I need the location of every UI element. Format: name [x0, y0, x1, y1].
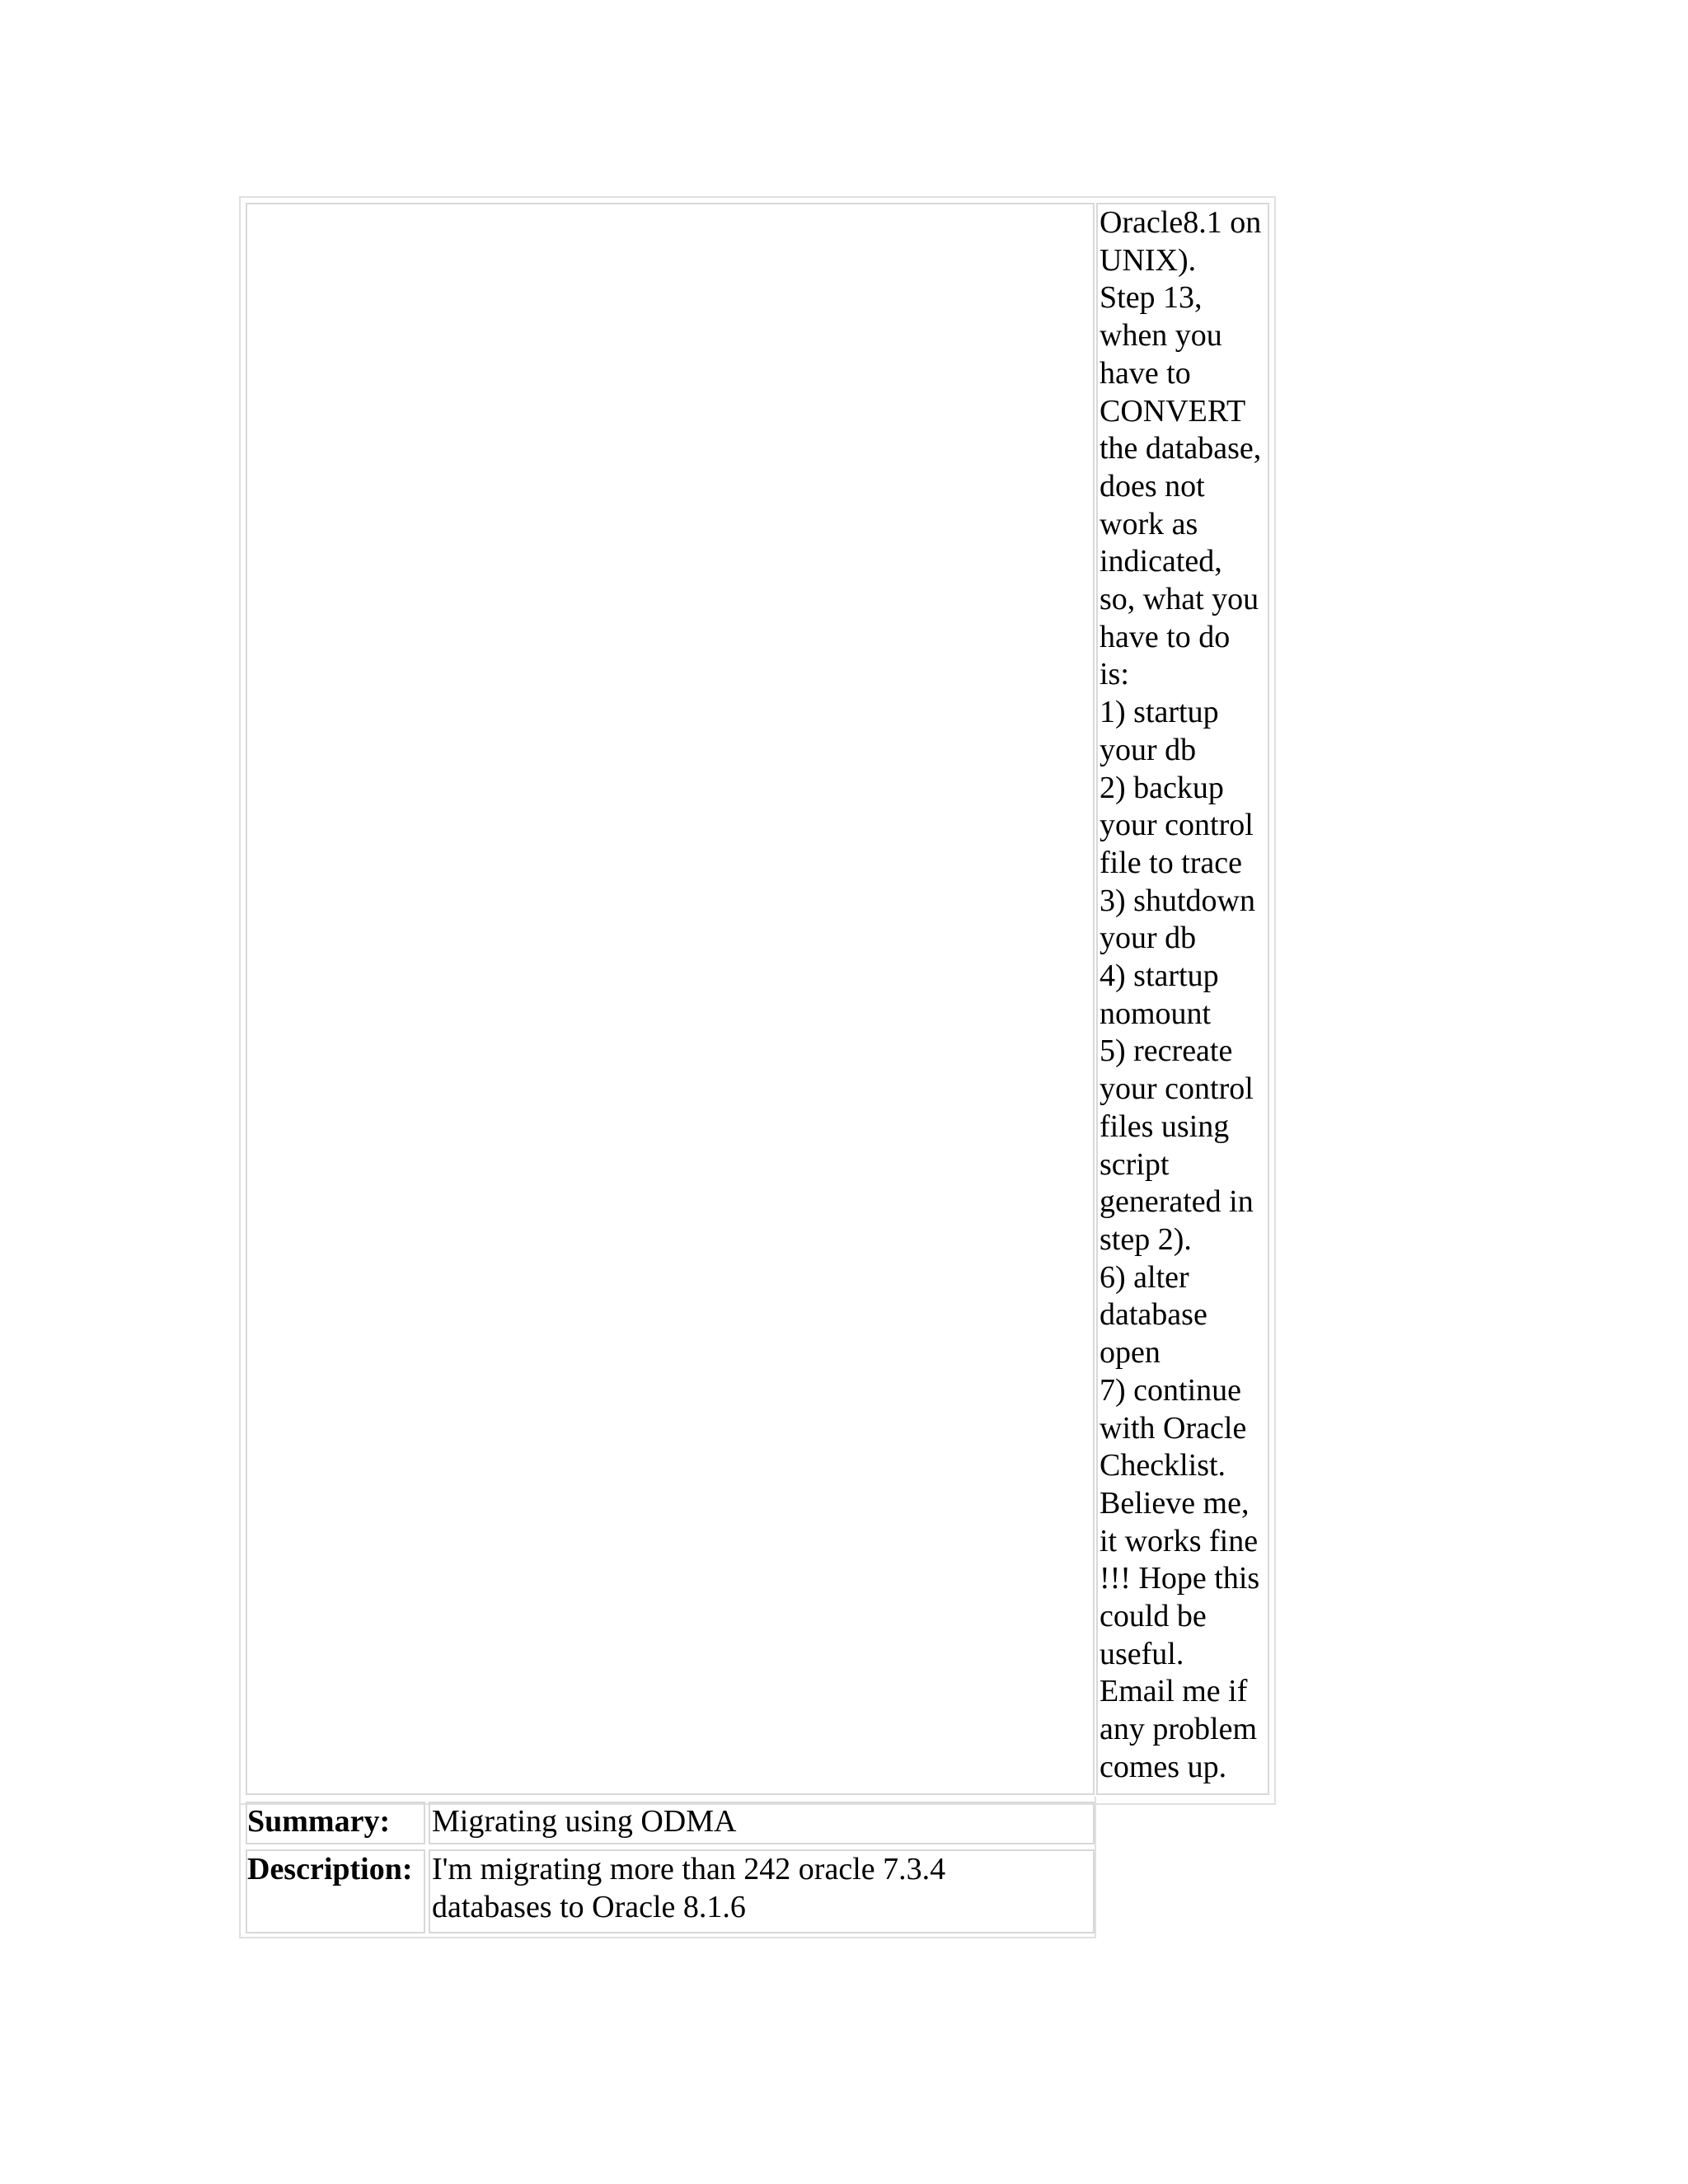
answer-line: is:	[1100, 657, 1129, 692]
answer-line: when you	[1100, 318, 1222, 354]
answer-line: have to do	[1100, 619, 1231, 654]
answer-line: step 2).	[1100, 1221, 1192, 1257]
answer-line: Email me if	[1100, 1674, 1248, 1709]
answer-line: !!! Hope this	[1100, 1561, 1260, 1596]
answer-line: generated in	[1100, 1184, 1254, 1220]
answer-line: database	[1100, 1297, 1207, 1333]
summary-label: Summary:	[246, 1802, 425, 1844]
answer-text-cell	[1096, 203, 1269, 1795]
description-line: databases to Oracle 8.1.6	[432, 1889, 746, 1924]
answer-line: 6) alter	[1100, 1259, 1189, 1295]
answer-line: your control	[1100, 808, 1254, 843]
answer-line: comes up.	[1100, 1749, 1227, 1784]
answer-line: could be	[1100, 1599, 1207, 1634]
answer-line: indicated,	[1100, 544, 1222, 579]
answer-line: Believe me,	[1100, 1485, 1250, 1521]
answer-line: UNIX).	[1100, 242, 1197, 278]
answer-line: CONVERT	[1100, 393, 1246, 429]
answer-line: have to	[1100, 355, 1191, 391]
answer-line: Checklist.	[1100, 1448, 1226, 1483]
answer-line: 2) backup	[1100, 770, 1224, 805]
description-value	[429, 1849, 1095, 1933]
answer-line: useful.	[1100, 1636, 1184, 1671]
answer-line: 1) startup	[1100, 695, 1219, 730]
answer-line: any problem	[1100, 1712, 1258, 1747]
answer-line: work as	[1100, 506, 1198, 541]
empty-left-cell	[246, 203, 1095, 1795]
answer-line: so, what you	[1100, 582, 1259, 617]
answer-line: the database,	[1100, 431, 1262, 466]
answer-line: it works fine	[1100, 1523, 1259, 1558]
answer-line: your db	[1100, 921, 1197, 956]
answer-line: does not	[1100, 468, 1205, 504]
answer-line: 5) recreate	[1100, 1033, 1233, 1069]
answer-line: with Oracle	[1100, 1410, 1247, 1446]
answer-line: nomount	[1100, 996, 1212, 1031]
answer-line: 7) continue	[1100, 1372, 1242, 1408]
answer-line: 4) startup	[1100, 958, 1219, 994]
description-line: I'm migrating more than 242 oracle 7.3.4	[432, 1852, 946, 1886]
answer-line: Oracle8.1 on	[1100, 205, 1262, 240]
description-label: Description:	[246, 1849, 425, 1933]
summary-value: Migrating using ODMA	[429, 1802, 1095, 1844]
answer-line: Step 13,	[1100, 280, 1203, 316]
answer-line: file to trace	[1100, 845, 1243, 880]
answer-line: your control	[1100, 1071, 1254, 1107]
answer-line: open	[1100, 1335, 1160, 1371]
answer-line: 3) shutdown	[1100, 883, 1255, 918]
answer-line: script	[1100, 1146, 1170, 1182]
answer-line: files using	[1100, 1108, 1230, 1144]
answer-line: your db	[1100, 732, 1197, 767]
